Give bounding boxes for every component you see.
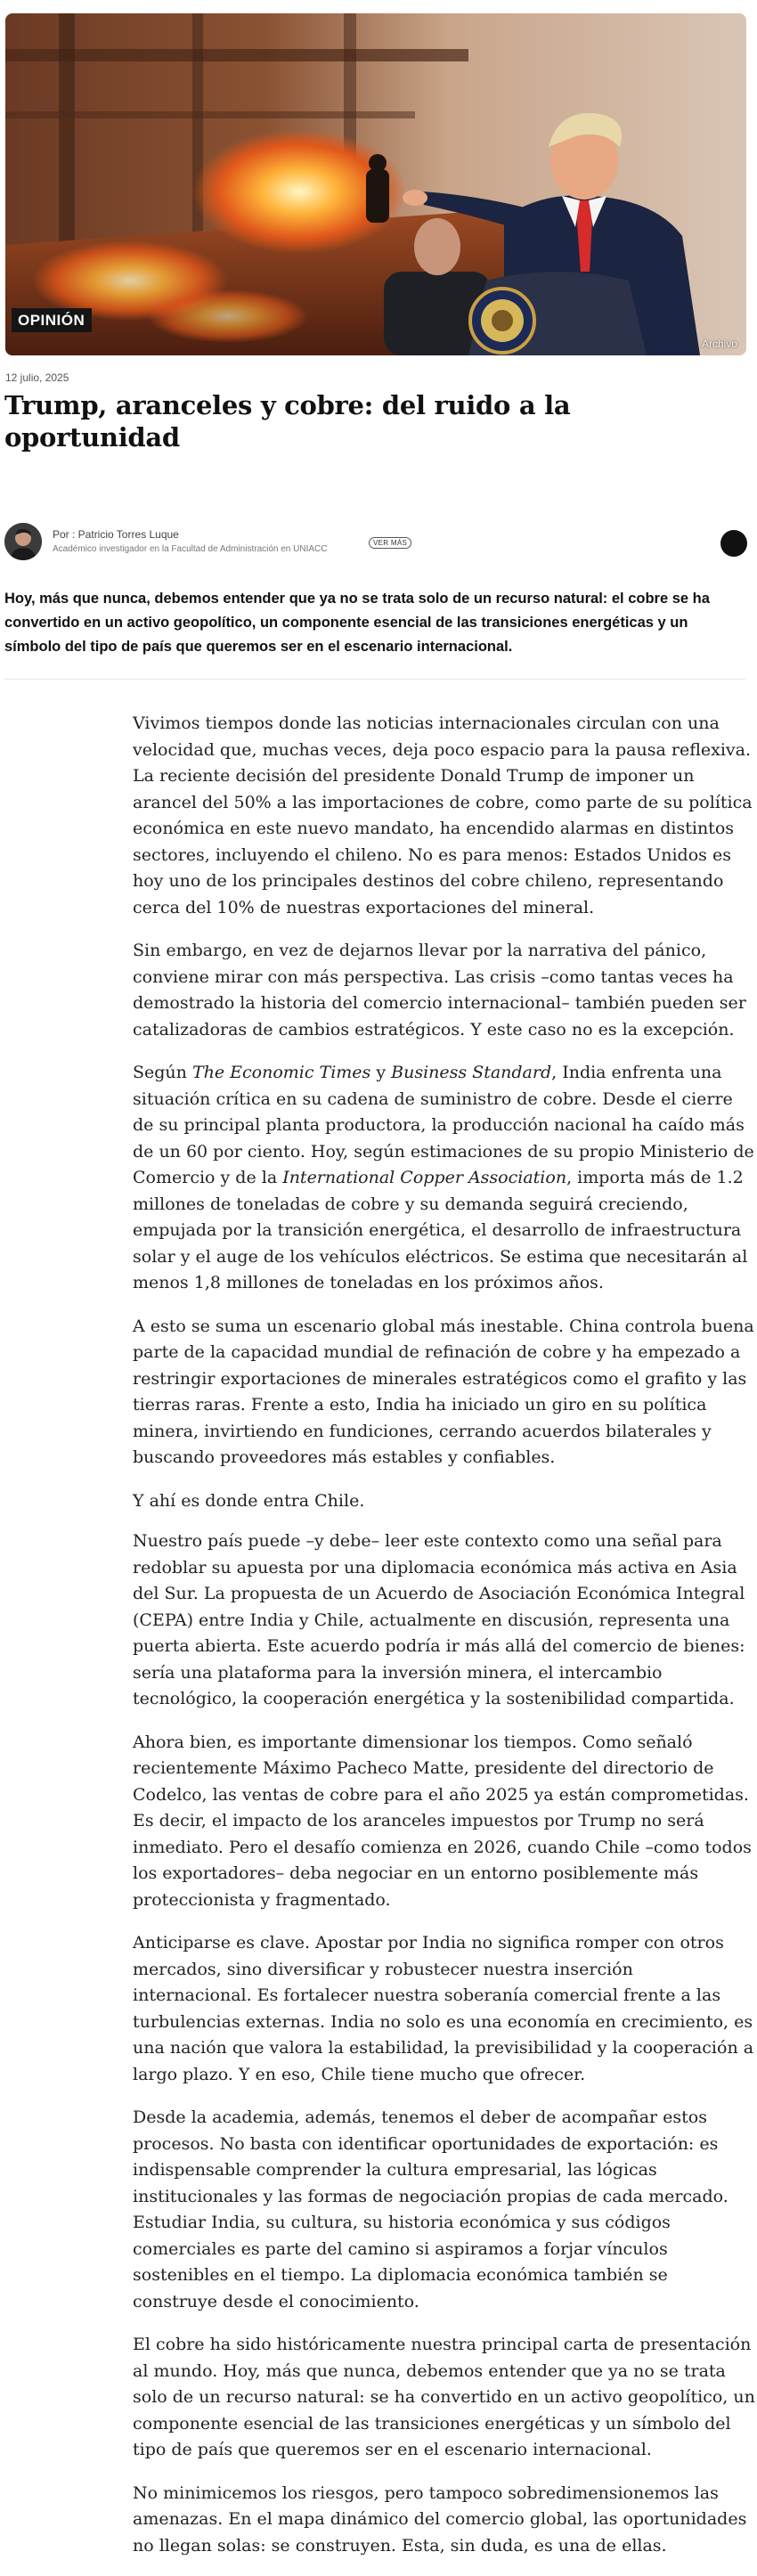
paragraph-10: El cobre ha sido históricamente nuestra principal carta de presentación al mundo. Hoy, más que nunca, debemos entender que ya no se trata solo de un recurso natural: se ha convertido en un activo geopolítico, un componente esencial de las transiciones energéticas y un símbolo del tipo de país que queremos ser en el escenario internacional. bbox=[133, 2335, 755, 2459]
author-row bbox=[4, 523, 749, 562]
share-dot-button[interactable] bbox=[720, 530, 747, 557]
p3-text-b: y bbox=[370, 1063, 392, 1082]
paragraph-9: Desde la academia, además, tenemos el deber de acompañar estos procesos. No basta con identificar oportunidades de exportación: es indispensable comprender la cultura empresarial, las lógicas institucionales y las formas de negociación propias de cada mercado. Estudiar India, su cultura, su historia económica y sus códigos comerciales es parte del camino si aspiramos a forjar vínculos sostenibles en el tiempo. La diplomacia económica también se construye desde el conocimiento. bbox=[133, 2107, 729, 2311]
article-lede: Hoy, más que nunca, debemos entender que ya no se trata solo de un recurso natural: el cobre se ha convertido en un activo geopolítico, un componente esencial de las transiciones energéticas y un símbolo del tipo de país que queremos ser en el escenario internacional. bbox=[4, 591, 710, 655]
paragraph-7: Ahora bien, es importante dimensionar los tiempos. Como señaló recientemente Máximo Pacheco Matte, presidente del directorio de Codelco, las ventas de cobre para el año 2025 ya están comprometidas. Es decir, el impacto de los aranceles impuestos por Trump no será inmediato. Pero el desafío comienza en 2026, cuando Chile –como todos los exportadores– deba negociar en un entorno posiblemente más proteccionista y fragmentado. bbox=[133, 1732, 752, 1910]
paragraph-3 bbox=[133, 1060, 756, 1297]
article-body bbox=[133, 711, 756, 2576]
opinion-badge: OPINIÓN bbox=[12, 308, 92, 332]
hero-illustration bbox=[5, 13, 746, 355]
avatar-portrait-icon bbox=[4, 523, 42, 560]
paragraph-4: A esto se suma un escenario global más inestable. China controla buena parte de la capacidad mundial de refinación de cobre y ha empezado a restringir exportaciones de minerales estratégicos como el grafito y las tierras raras. Frente a esto, India ha iniciado un giro en su política minera, invirtiendo en fundiciones, cerrando acuerdos bilaterales y buscando proveedores más estables y confiables. bbox=[133, 1316, 754, 1467]
p3-text-c: , India enfrenta una situación crítica en su cadena de suministro de cobre. Desde el cierre de su principal planta productora, la producción nacional ha caído más de un 60 por ciento. Hoy, según estimaciones de su propio Ministerio de Comercio y de la bbox=[133, 1063, 754, 1187]
p3-source-business-standard: Business Standard bbox=[391, 1063, 552, 1082]
ver-mas-button[interactable]: VER MÁS bbox=[369, 537, 411, 549]
publish-date: 12 julio, 2025 bbox=[5, 371, 69, 384]
paragraph-8: Anticiparse es clave. Apostar por India no significa romper con otros mercados, sino diversificar y robustecer nuestra inserción internacional. Es fortalecer nuestra soberanía comercial frente a las turbulencias externas. India no solo es una economía en crecimiento, es una nación que valora la estabilidad, la previsibilidad y la cooperación a largo plazo. Y en eso, Chile tiene mucho que ofrecer. bbox=[133, 1933, 754, 2084]
paragraph-5: Y ahí es donde entra Chile. bbox=[133, 1490, 365, 1511]
p3-source-economic-times: The Economic Times bbox=[191, 1063, 371, 1082]
author-role: Académico investigador en la Facultad de Administración en UNIACC bbox=[53, 544, 328, 554]
p3-source-copper-association: International Copper Association bbox=[282, 1168, 567, 1187]
paragraph-1: Vivimos tiempos donde las noticias internacionales circulan con una velocidad que, muchas veces, deja poco espacio para la pausa reflexiva. La reciente decisión del presidente Donald Trump de imponer un arancel del 50% a las importaciones de cobre, como parte de su política económica en este nuevo mandato, ha encendido alarmas en distintos sectores, incluyendo el chileno. No es para menos: Estados Unidos es hoy uno de los principales destinos del cobre chileno, representando cerca del 10% de nuestras exportaciones del mineral. bbox=[133, 713, 753, 917]
author-avatar[interactable] bbox=[4, 523, 42, 560]
article-headline: Trump, aranceles y cobre: del ruido a la oportunidad bbox=[4, 390, 571, 452]
paragraph-11: No minimicemos los riesgos, pero tampoco sobredimensionemos las amenazas. En el mapa dinámico del comercio global, las oportunidades no llegan solas: se construyen. Esta, sin duda, es una de ellas. bbox=[133, 2482, 747, 2556]
paragraph-2: Sin embargo, en vez de dejarnos llevar por la narrativa del pánico, conviene mirar con más perspectiva. Las crisis –como tantas veces ha demostrado la historia del comercio internacional– también pueden ser catalizadoras de cambios estratégicos. Y este caso no es la excepción. bbox=[133, 941, 746, 1039]
hero-image bbox=[5, 13, 746, 355]
paragraph-6: Nuestro país puede –y debe– leer este contexto como una señal para redoblar su apuesta por una diplomacia económica más activa en Asia del Sur. La propuesta de un Acuerdo de Asociación Económica Integral (CEPA) entre India y Chile, actualmente en discusión, representa una puerta abierta. Este acuerdo podría ir más allá del comercio de bienes: sería una plataforma para la inversión minera, el intercambio tecnológico, la cooperación energética y la sostenibilidad compartida. bbox=[133, 1531, 745, 1708]
divider bbox=[4, 679, 745, 680]
author-name[interactable]: Por : Patricio Torres Luque bbox=[53, 528, 179, 541]
image-credit: Archivo bbox=[701, 338, 737, 350]
p3-text-a: Según bbox=[133, 1063, 192, 1082]
p3-text-d: , importa más de 1.2 millones de toneladas de cobre y su demanda seguirá creciendo, empujada por la transición energética, el desarrollo de infraestructura solar y el auge de los vehículos eléctricos. Se estima que necesitarán al menos 1,8 millones de toneladas en los próximos años. bbox=[133, 1168, 748, 1292]
